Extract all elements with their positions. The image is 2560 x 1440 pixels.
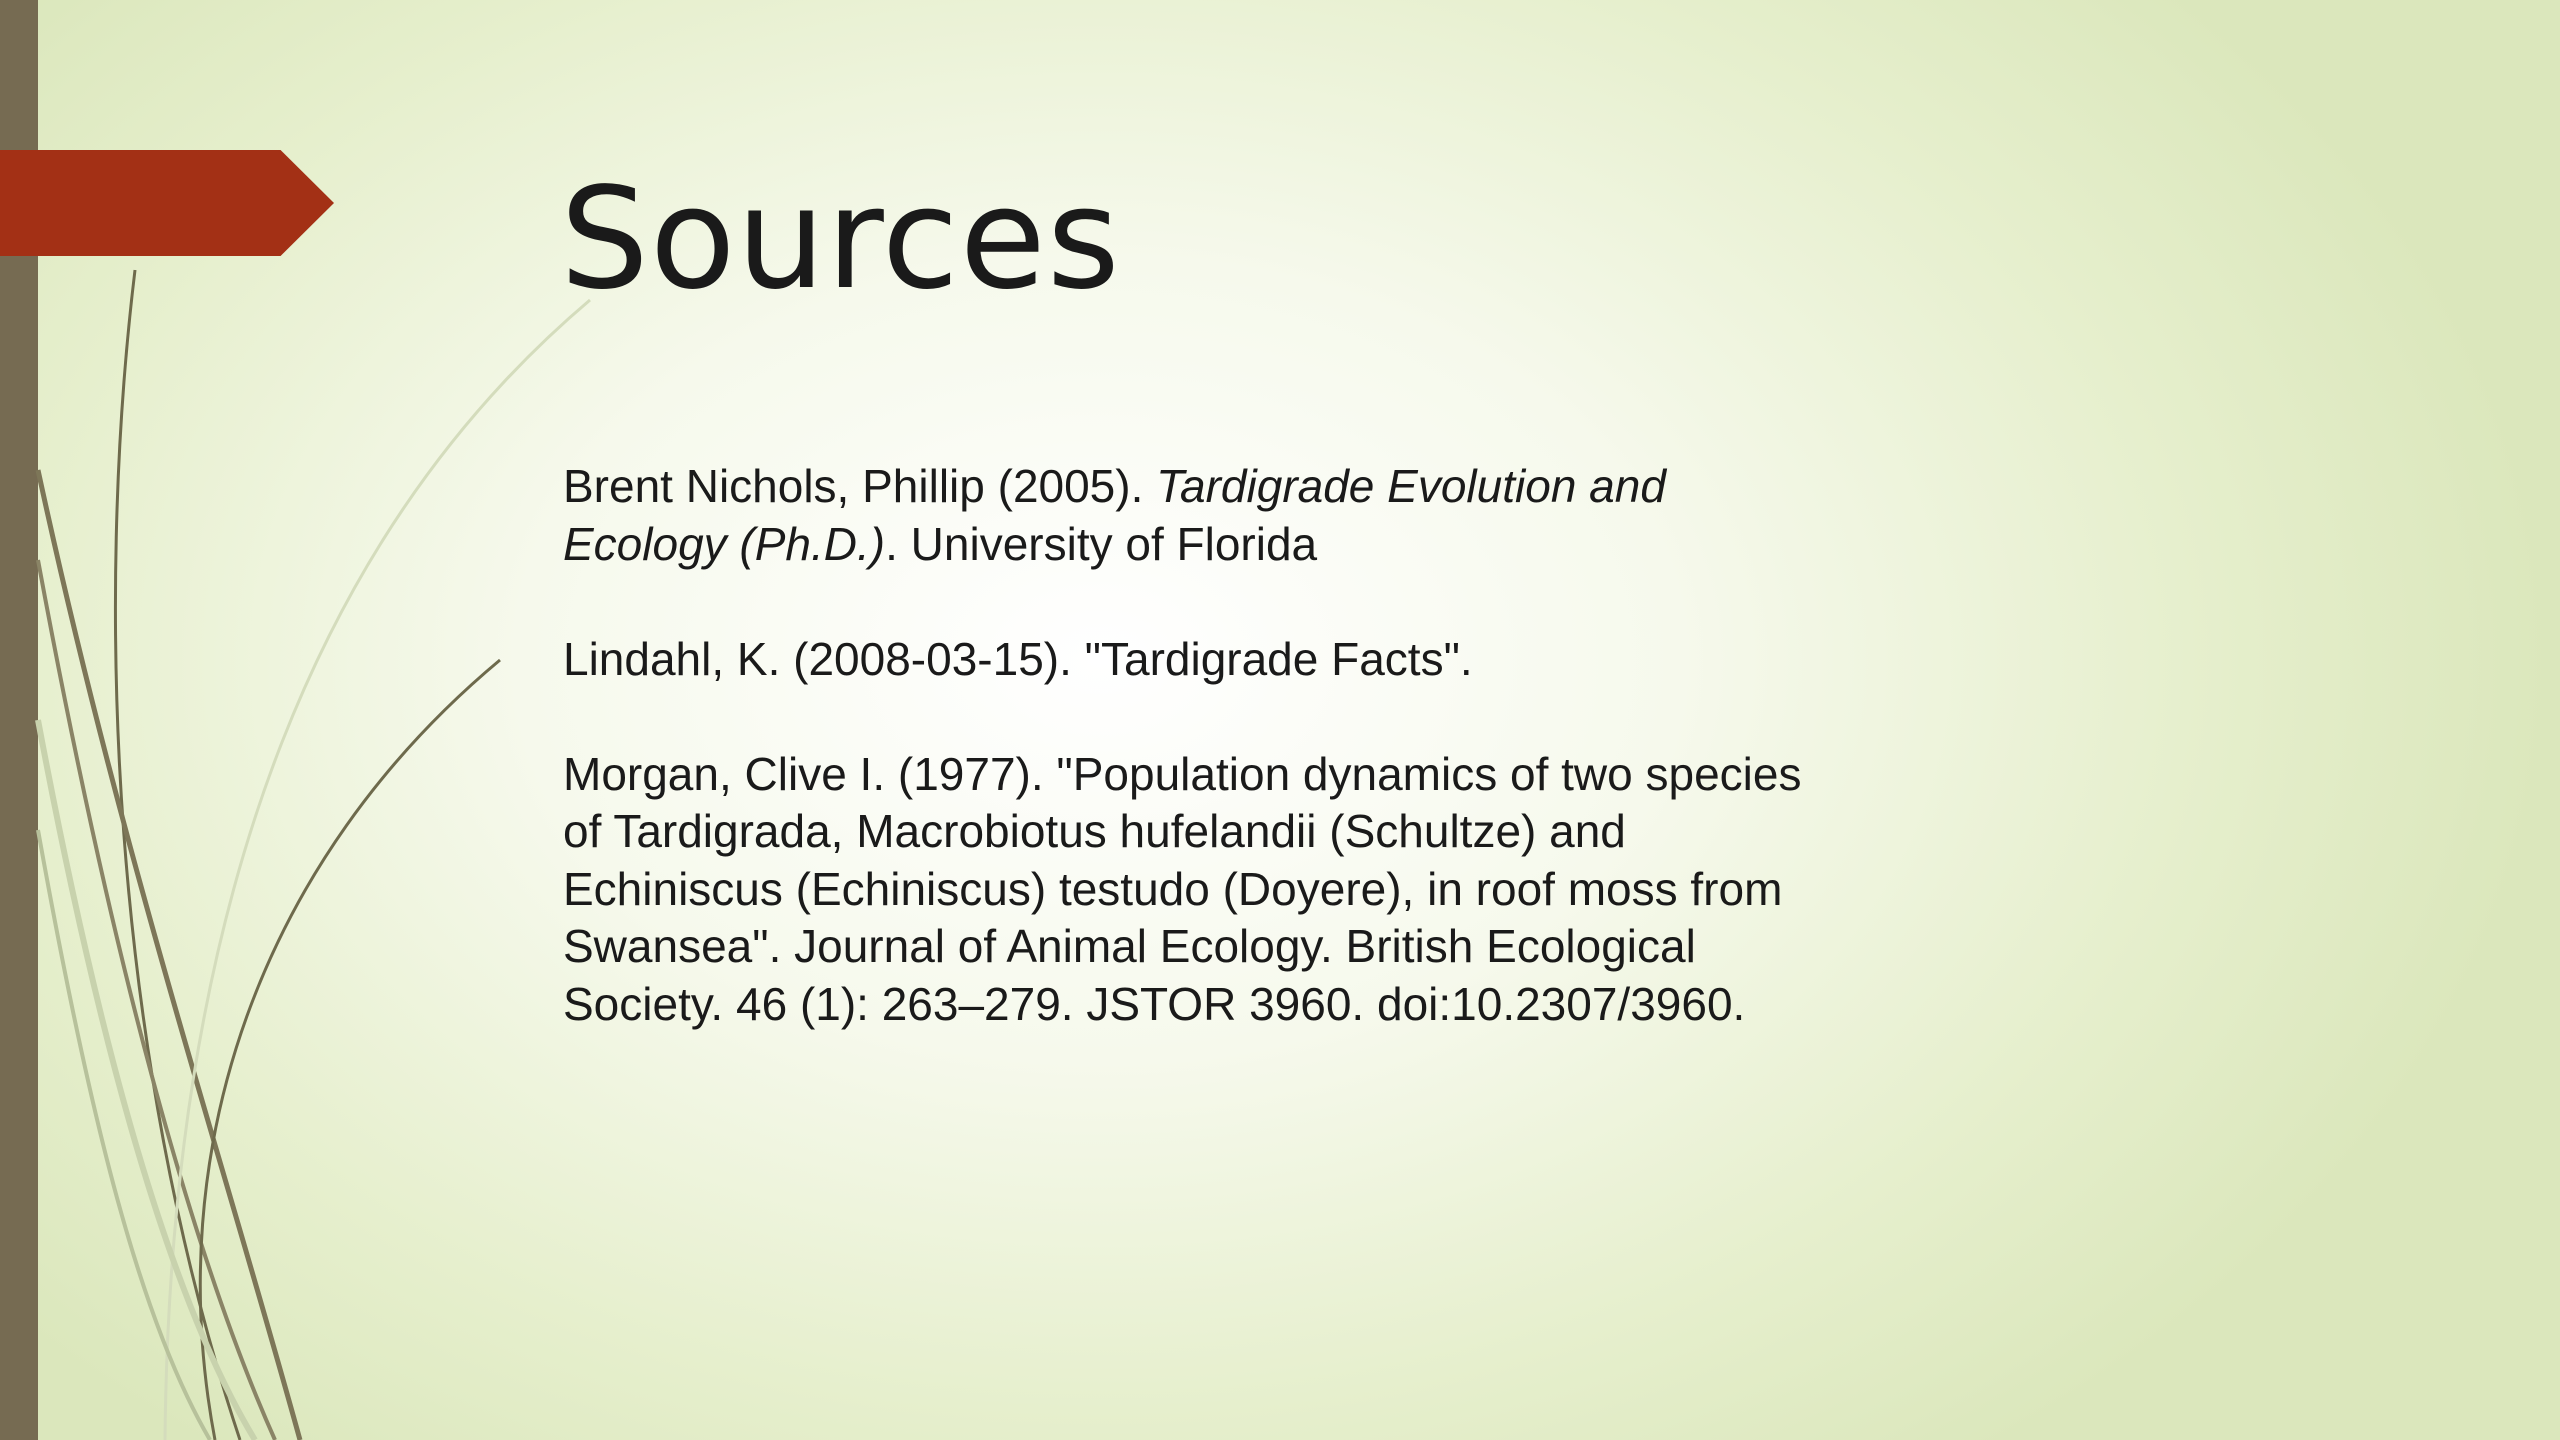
reference-nichols-publisher: . University of Florida xyxy=(885,517,1318,570)
reference-lindahl: Lindahl, K. (2008-03-15). "Tardigrade Facts". xyxy=(563,632,1473,685)
sources-list xyxy=(563,458,1823,1033)
slide-title: Sources xyxy=(560,158,1121,321)
reference-nichols xyxy=(563,458,1823,573)
reference-nichols-author: Brent Nichols, Phillip (2005). xyxy=(563,460,1157,512)
title-flag-arrow xyxy=(0,150,334,256)
reference-morgan: Morgan, Clive I. (1977). "Population dynamics of two species of Tardigrada, Macrobiotus hufelandii (Schultze) and Echiniscus (Echiniscus) testudo (Doyere), in roof moss from Swansea". Journal of Animal Ecology. British Ecological Society. 46 (1): 263–279. JSTOR 3960. doi:10.2307/3960. xyxy=(563,747,1802,1030)
reference-nichols-title: Tardigrade Evolution and Ecology (Ph.D.) xyxy=(563,460,1666,570)
